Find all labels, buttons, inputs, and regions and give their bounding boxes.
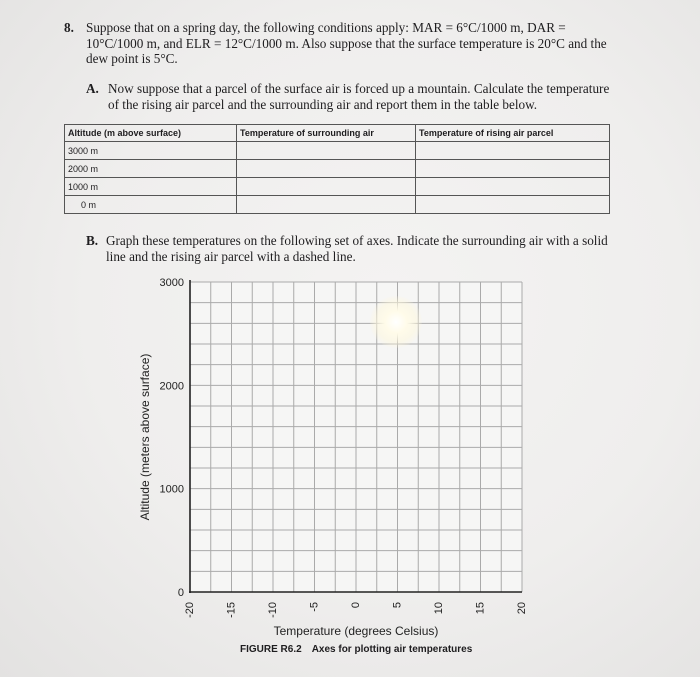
header-parcel: Temperature of rising air parcel bbox=[416, 125, 610, 142]
y-axis-label: Altitude (meters above surface) bbox=[138, 353, 152, 521]
x-tick-labels bbox=[184, 602, 528, 618]
x-tick-label: 10 bbox=[433, 602, 445, 615]
question-number: 8. bbox=[64, 20, 74, 35]
x-axis-label: Temperature (degrees Celsius) bbox=[273, 624, 439, 638]
part-a-letter: A. bbox=[86, 81, 99, 96]
x-tick-label: -20 bbox=[184, 602, 196, 618]
x-tick-label: 5 bbox=[391, 602, 404, 609]
figure-caption bbox=[240, 644, 472, 655]
header-altitude: Altitude (m above surface) bbox=[65, 125, 237, 142]
y-tick-label: 3000 bbox=[159, 277, 184, 289]
y-tick-labels bbox=[160, 277, 184, 599]
cell-altitude: 1000 m bbox=[65, 178, 237, 196]
part-a-text: Now suppose that a parcel of the surface air is forced up a mountain. Calculate the temperature of the rising air parcel and the surrounding air and report them in the table below. bbox=[108, 81, 610, 112]
x-tick-label: 0 bbox=[350, 602, 362, 609]
cell-altitude: 2000 m bbox=[65, 160, 237, 178]
header-surrounding: Temperature of surrounding air bbox=[237, 125, 416, 142]
y-tick-label: 2000 bbox=[159, 380, 184, 393]
cell-altitude: 0 m bbox=[65, 196, 237, 214]
figure-caption-text: Axes for plotting air temperatures bbox=[311, 644, 473, 655]
question-text: Suppose that on a spring day, the following conditions apply: MAR = 6°C/1000 m, DAR = 10°C/1000 m, and ELR = 12°C/1000 m. Also suppose that the surface temperature is 20°C and the dew point is 5°C. bbox=[86, 20, 607, 66]
part-b-letter: B. bbox=[86, 233, 99, 248]
part-b-text: Graph these temperatures on the following set of axes. Indicate the surrounding air with a solid line and the rising air parcel with a dashed line. bbox=[106, 233, 608, 264]
x-tick-label: -5 bbox=[308, 602, 321, 612]
x-tick-label: 15 bbox=[474, 602, 487, 615]
y-tick-label: 0 bbox=[177, 587, 184, 599]
x-tick-label: -15 bbox=[225, 602, 238, 618]
light-glare bbox=[370, 296, 422, 348]
x-tick-label: 20 bbox=[516, 602, 528, 615]
cell-altitude: 3000 m bbox=[65, 142, 237, 160]
y-tick-label: 1000 bbox=[159, 483, 184, 496]
figure-label: FIGURE R6.2 bbox=[240, 644, 302, 655]
x-tick-label: -10 bbox=[267, 602, 279, 618]
